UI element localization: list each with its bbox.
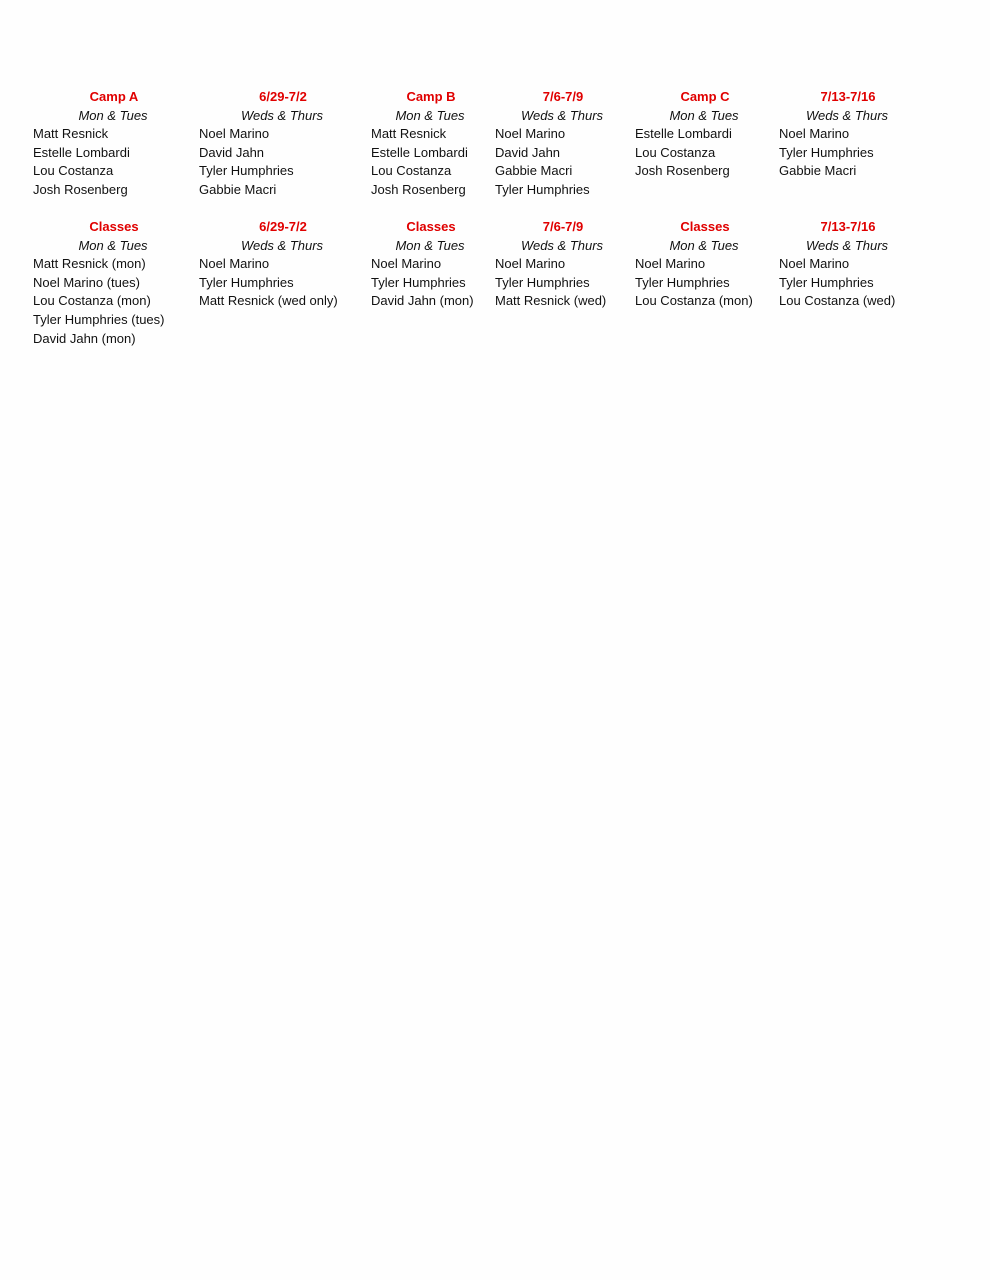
staff-name: Tyler Humphries [779, 274, 874, 290]
staff-name: Noel Marino [779, 256, 850, 272]
staff-name: David Jahn [199, 144, 265, 160]
date-range-header: 7/13-7/16 [820, 219, 876, 234]
staff-name: Estelle Lombardi [371, 144, 468, 160]
days-label: Weds & Thurs [520, 237, 604, 253]
date-range-header: 6/29-7/2 [259, 219, 307, 234]
staff-name: Estelle Lombardi [635, 126, 732, 142]
days-label: Weds & Thurs [520, 107, 604, 123]
group-header: Classes [89, 219, 139, 234]
staff-name: Gabbie Macri [495, 163, 573, 179]
days-label: Weds & Thurs [805, 237, 889, 253]
days-label: Weds & Thurs [805, 107, 889, 123]
group-header: Classes [406, 219, 456, 234]
staff-name: Josh Rosenberg [371, 182, 466, 197]
group-header: Classes [680, 219, 730, 234]
staff-name: Josh Rosenberg [33, 182, 128, 197]
date-range-header: 7/6-7/9 [542, 89, 584, 104]
date-range-header: 7/13-7/16 [820, 89, 876, 104]
staff-name: Lou Costanza [371, 163, 452, 179]
staff-name: Tyler Humphries [199, 274, 294, 290]
staff-name: Estelle Lombardi [33, 144, 130, 160]
staff-name: Tyler Humphries [635, 274, 730, 290]
staff-name: Tyler Humphries [371, 274, 466, 290]
days-row [0, 237, 990, 255]
date-range-header: 6/29-7/2 [259, 89, 307, 104]
days-label: Mon & Tues [78, 107, 148, 123]
staff-name: Matt Resnick (mon) [33, 256, 146, 272]
header-row [0, 88, 990, 106]
staff-name: Lou Costanza [635, 144, 716, 160]
staff-name: Lou Costanza (wed) [779, 293, 896, 309]
staff-name: Noel Marino [495, 256, 566, 272]
staff-name: Tyler Humphries (tues) [33, 312, 165, 327]
staff-name: David Jahn (mon) [33, 330, 136, 346]
days-label: Mon & Tues [669, 107, 739, 123]
days-label: Mon & Tues [395, 237, 465, 253]
days-label: Mon & Tues [78, 237, 148, 253]
staff-name: Lou Costanza [33, 163, 114, 179]
days-label: Weds & Thurs [240, 107, 324, 123]
staff-name: Matt Resnick [33, 126, 109, 142]
staff-name: Gabbie Macri [779, 163, 857, 179]
staff-name: Noel Marino (tues) [33, 274, 140, 290]
staff-name: Matt Resnick (wed only) [199, 293, 338, 309]
group-header: Camp A [89, 89, 139, 104]
staff-name: Noel Marino [199, 126, 270, 142]
staff-name: Noel Marino [495, 126, 566, 142]
staff-name: David Jahn (mon) [371, 293, 474, 309]
group-header: Camp C [680, 89, 730, 104]
days-label: Mon & Tues [669, 237, 739, 253]
group-header: Camp B [406, 89, 456, 104]
staff-name: Noel Marino [635, 256, 706, 272]
staff-name: Matt Resnick (wed) [495, 293, 607, 309]
date-range-header: 7/6-7/9 [542, 219, 584, 234]
staff-name: Tyler Humphries [495, 182, 590, 197]
staff-name: Lou Costanza (mon) [33, 293, 151, 309]
staff-name: Noel Marino [199, 256, 270, 272]
days-row [0, 107, 990, 125]
staff-name: Matt Resnick [371, 126, 447, 142]
staff-name: Tyler Humphries [199, 163, 294, 179]
staff-name: Noel Marino [371, 256, 442, 272]
days-label: Weds & Thurs [240, 237, 324, 253]
staff-name: David Jahn [495, 144, 561, 160]
staff-name: Gabbie Macri [199, 182, 277, 197]
header-row [0, 218, 990, 236]
days-label: Mon & Tues [395, 107, 465, 123]
staff-name: Tyler Humphries [495, 274, 590, 290]
staff-name: Tyler Humphries [779, 144, 874, 160]
staff-name: Josh Rosenberg [635, 163, 730, 179]
staff-name: Lou Costanza (mon) [635, 293, 753, 309]
staff-name: Noel Marino [779, 126, 850, 142]
